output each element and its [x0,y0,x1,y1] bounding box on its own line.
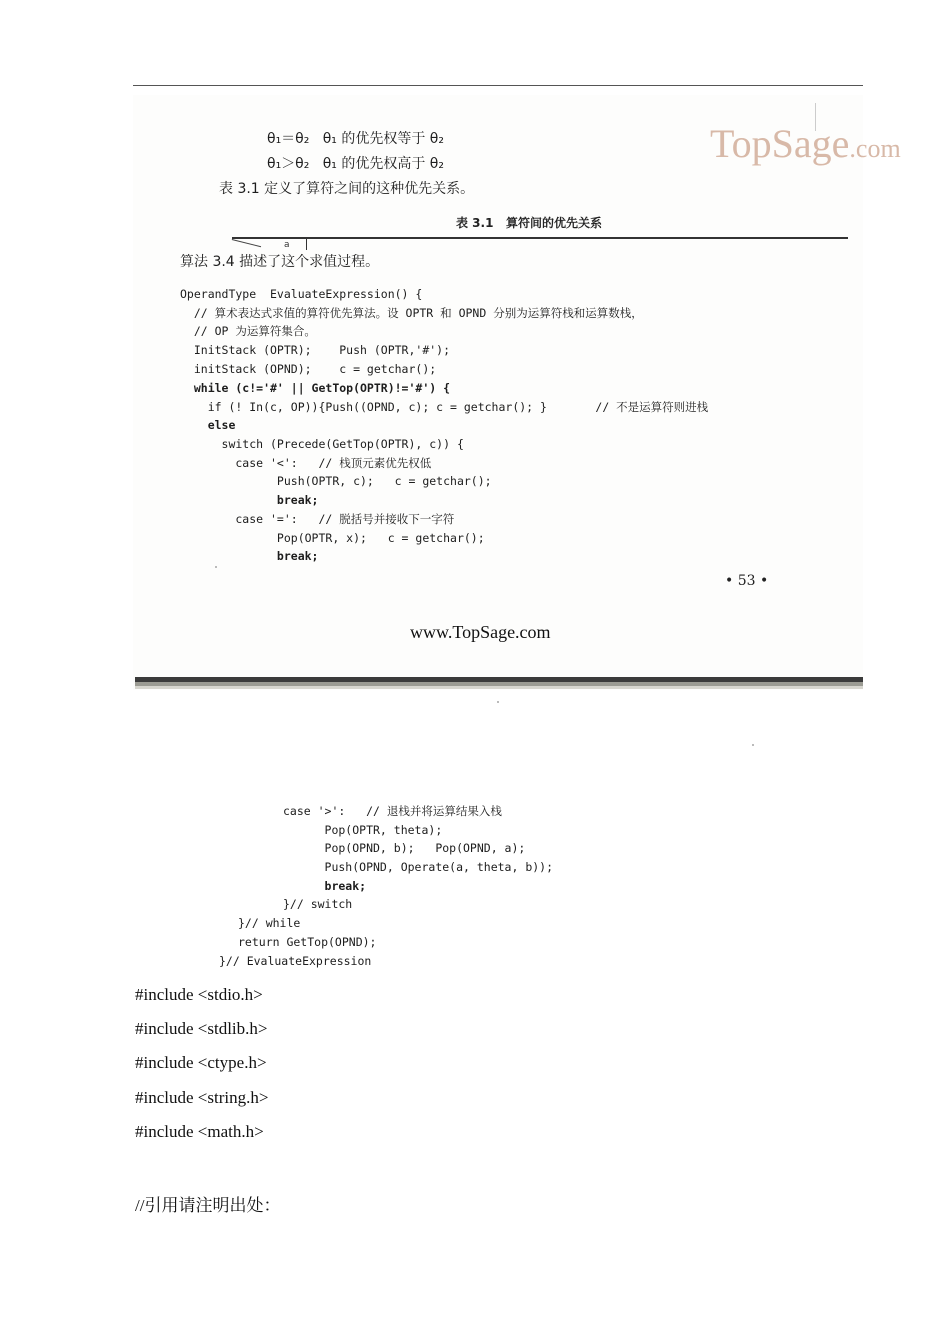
code-line: break; [283,879,367,893]
code-line: OperandType EvaluateExpression() { [180,287,423,301]
site-url: www.TopSage.com [410,622,551,642]
code-line: }// switch [283,897,353,911]
code-line: break; [180,493,319,507]
scan-speck [752,744,754,746]
table-fragment: a [284,240,290,250]
code-line: Pop(OPTR, x); c = getchar(); [180,531,485,545]
code-line: case '<': // 栈顶元素优先权低 [180,456,432,470]
code-line: // OP 为运算符集合。 [180,324,316,338]
code-line: initStack (OPND); c = getchar(); [180,362,437,376]
code-line: Pop(OPTR, theta); [283,823,443,837]
code-line: }// while [238,916,301,930]
header-rule [133,85,863,86]
scan-speck [215,566,217,568]
code-line: break; [180,549,319,563]
code-line: return GetTop(OPND); [238,935,377,949]
watermark-logo [710,120,901,167]
code-line: Pop(OPND, b); Pop(OPND, a); [283,841,526,855]
include-line: #include <stdlib.h> [135,1019,268,1038]
relation-greater: θ₁＞θ₂ θ₁ 的优先权高于 θ₂ [267,156,444,172]
scan-speck [497,701,499,703]
algorithm-intro: 算法 3.4 描述了这个求值过程。 [180,254,380,270]
code-line: case '>': // 退栈并将运算结果入栈 [283,804,502,818]
include-line: #include <ctype.h> [135,1053,267,1072]
code-line: if (! In(c, OP)){Push((OPND, c); c = getchar(); } // 不是运算符则进栈 [180,400,709,414]
watermark-big: TopSage [710,121,850,166]
code-line: Push(OPND, Operate(a, theta, b)); [283,860,554,874]
watermark-small: .com [849,134,901,163]
code-line: else [180,418,236,432]
include-line: #include <string.h> [135,1088,269,1107]
include-line: #include <stdio.h> [135,985,263,1004]
include-line: #include <math.h> [135,1122,264,1141]
table-title: 表 3.1 算符间的优先关系 [456,216,602,230]
code-line: }// EvaluateExpression [219,954,372,968]
table-intro: 表 3.1 定义了算符之间的这种优先关系。 [219,181,475,197]
code-line: InitStack (OPTR); Push (OPTR,'#'); [180,343,451,357]
table-column-line [306,238,307,250]
relation-equal: θ₁＝θ₂ θ₁ 的优先权等于 θ₂ [267,131,444,147]
code-line: // 算术表达式求值的算符优先算法。设 OPTR 和 OPND 分别为运算符栈和运算数栈， [180,306,643,320]
code-line: case '=': // 脱括号并接收下一字符 [180,512,455,526]
citation-comment: //引用请注明出处： [135,1196,281,1215]
page-divider-highlight [135,686,863,689]
code-line: Push(OPTR, c); c = getchar(); [180,474,492,488]
page-number: • 53 • [725,573,769,589]
table-top-rule [232,237,848,239]
code-line: while (c!='#' || GetTop(OPTR)!='#') { [180,381,451,395]
code-line: switch (Precede(GetTop(OPTR), c)) { [180,437,464,451]
